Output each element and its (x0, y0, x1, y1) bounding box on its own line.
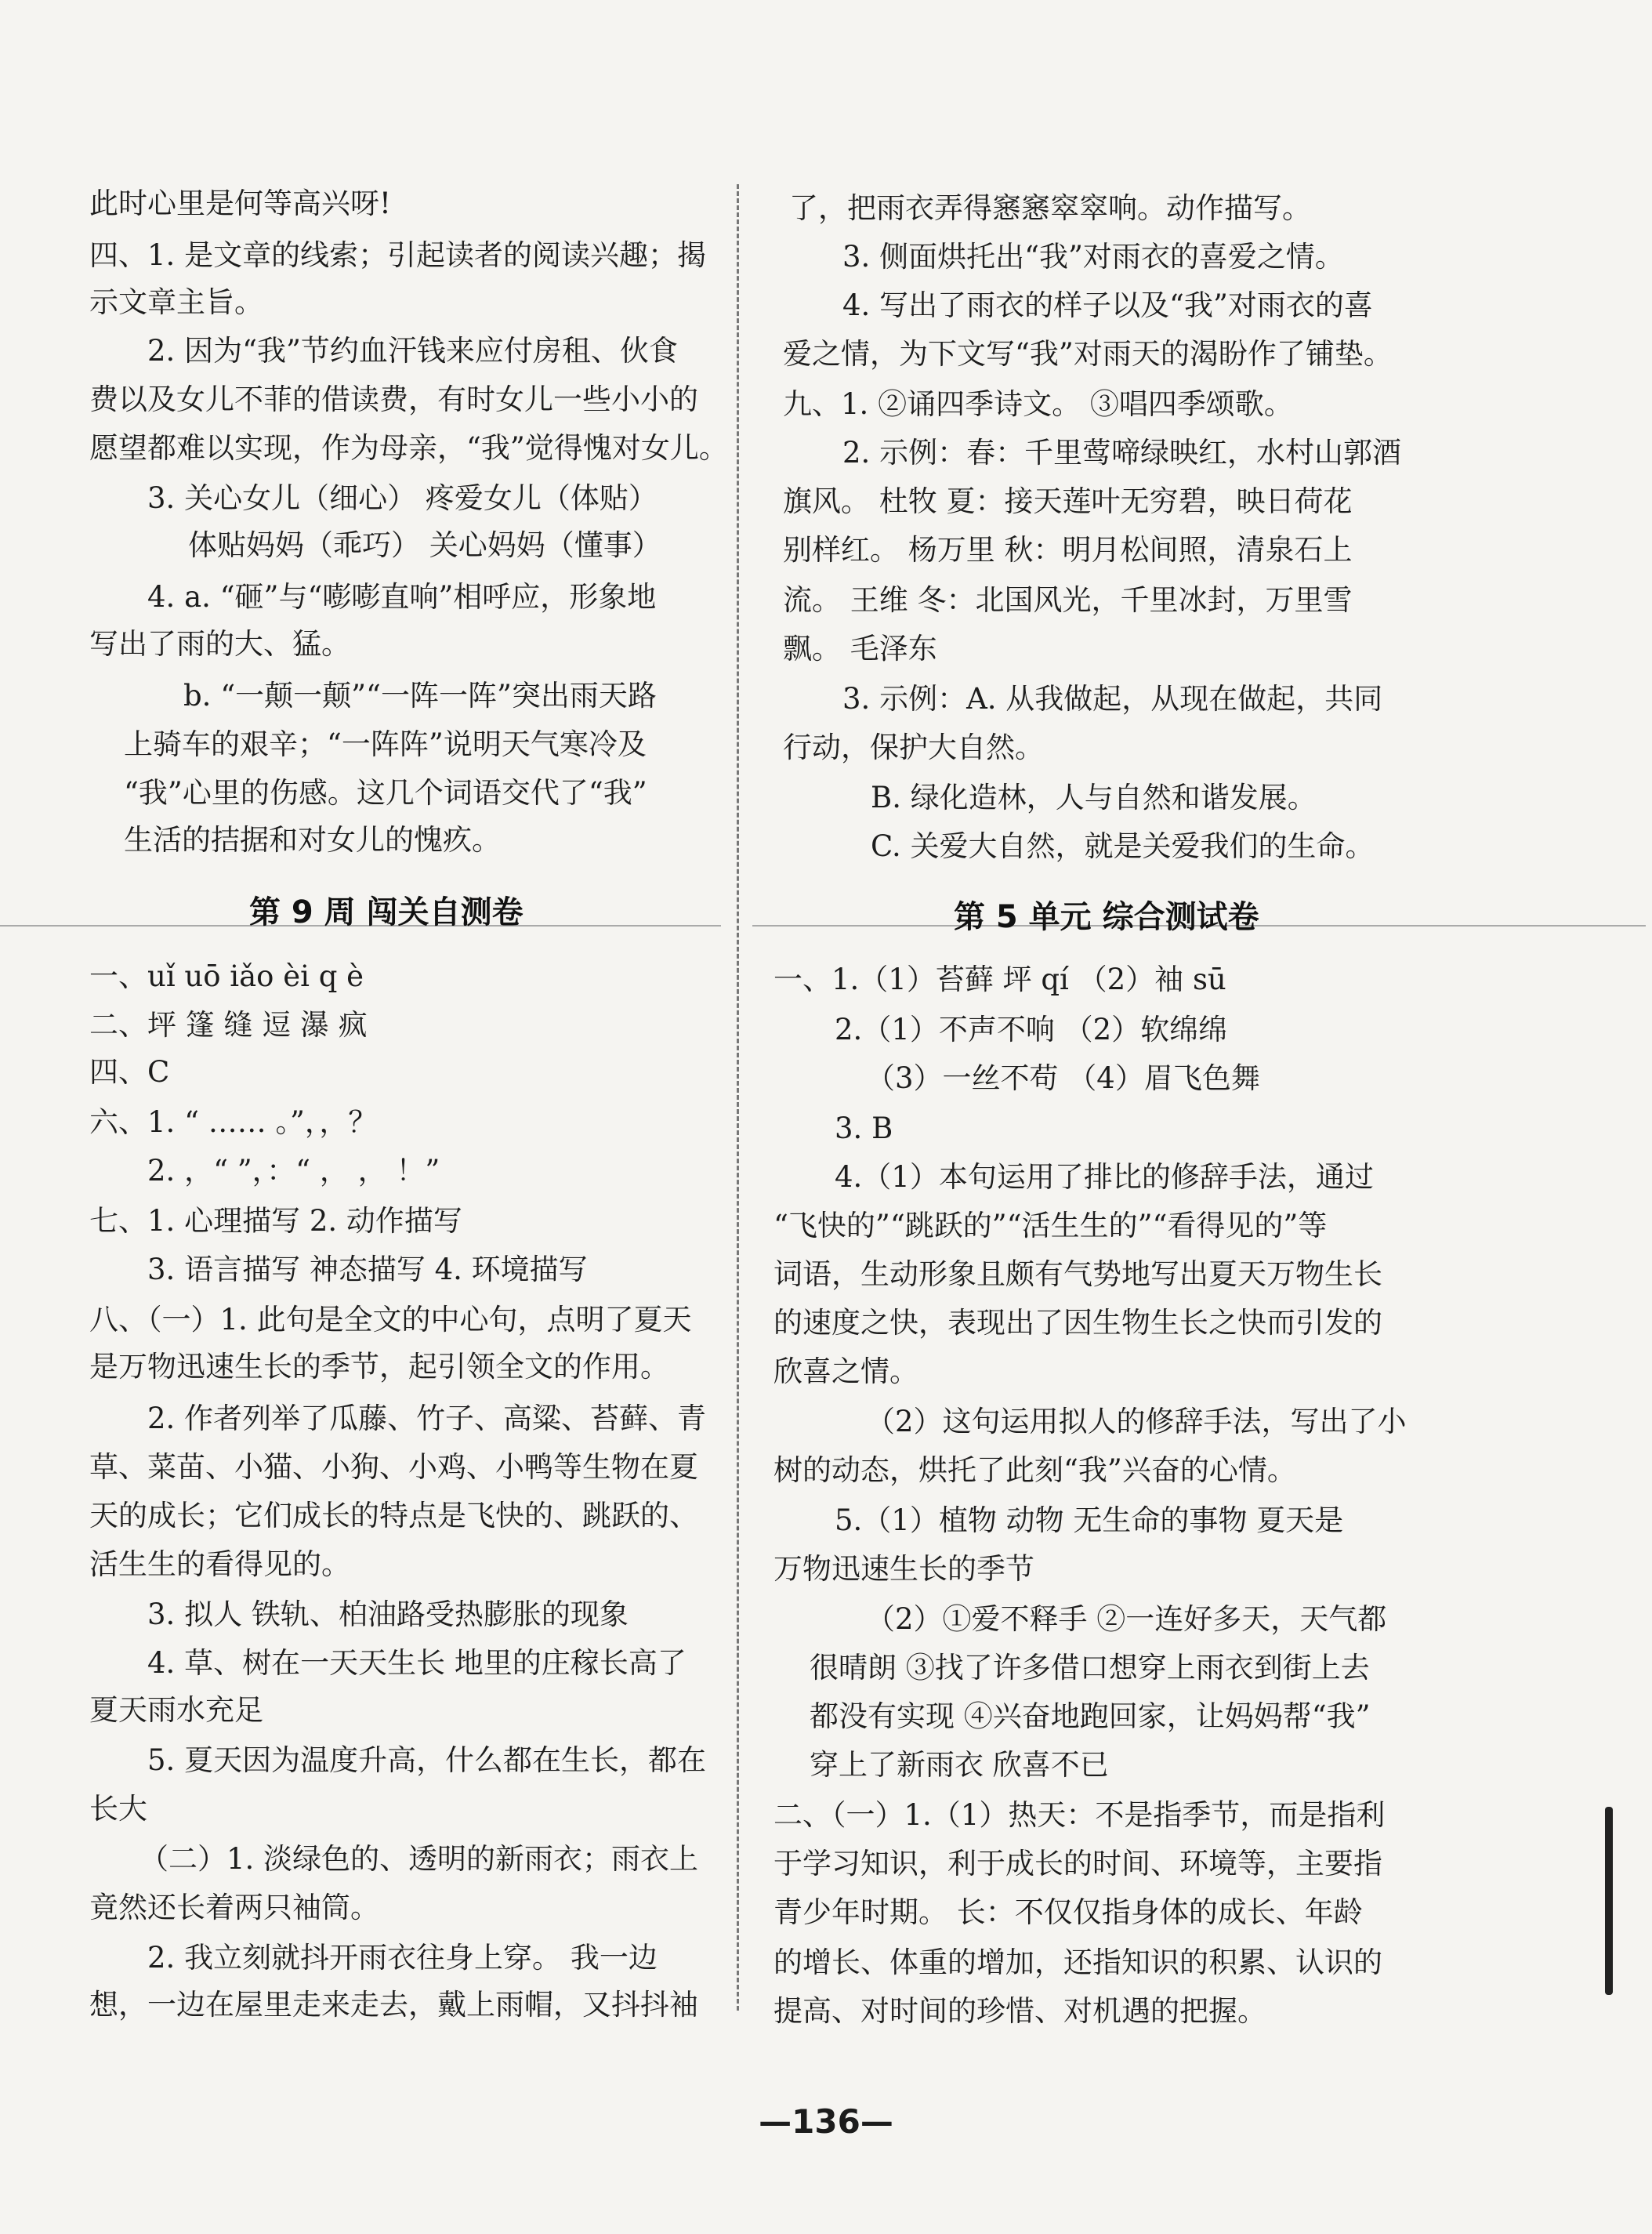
text-line: 六、1. “ …… 。”，，？ (89, 1105, 378, 1139)
section-title: 第 5 单元 综合测试卷 (954, 899, 1259, 935)
text-line: 一、1.（1）苔藓 坪 qí （2）袖 sū (773, 963, 1226, 996)
text-line: 了，把雨衣弄得窸窸窣窣响。动作描写。 (789, 191, 1311, 225)
text-line: 2. 因为“我”节约血汗钱来应付房租、伙食 (147, 334, 678, 368)
text-line: 2. 我立刻就抖开雨衣往身上穿。 我一边 (147, 1941, 658, 1975)
text-line: 一、uǐ uō iǎo èi q è (89, 959, 364, 993)
text-line: 3. 语言描写 神态描写 4. 环境描写 (147, 1253, 588, 1286)
page-number: —136— (759, 2102, 893, 2141)
text-line: 想，一边在屋里走来走去，戴上雨帽，又抖抖袖 (89, 1988, 698, 2022)
text-line: 此时心里是何等高兴呀! (89, 187, 391, 220)
text-line: （二）1. 淡绿色的、透明的新雨衣；雨衣上 (139, 1842, 699, 1876)
text-line: 2.（1）不声不响 （2）软绵绵 (835, 1013, 1228, 1046)
text-line: 5. 夏天因为温度升高，什么都在生长，都在 (147, 1743, 707, 1777)
text-line: 夏天雨水充足 (89, 1693, 263, 1727)
text-line: “我”心里的伤感。这几个词语交代了“我” (124, 776, 647, 810)
text-line: （2）①爱不释手 ②一连好多天，天气都 (866, 1602, 1387, 1636)
text-line: （2）这句运用拟人的修辞手法，写出了小 (866, 1405, 1407, 1438)
text-line: 3. 侧面烘托出“我”对雨衣的喜爱之情。 (842, 240, 1344, 274)
text-line: 长大 (89, 1792, 147, 1826)
text-line: b. “一颠一颠”“一阵一阵”突出雨天路 (183, 679, 657, 713)
text-line: 生活的拮据和对女儿的愧疚。 (124, 823, 501, 857)
text-line: 草、菜苗、小猫、小狗、小鸡、小鸭等生物在夏 (89, 1450, 698, 1484)
text-line: 七、1. 心理描写 2. 动作描写 (89, 1204, 462, 1238)
text-line: 穿上了新雨衣 欣喜不已 (810, 1748, 1109, 1782)
text-line: 活生生的看得见的。 (89, 1547, 350, 1581)
text-line: B. 绿化造林，人与自然和谐发展。 (871, 781, 1317, 814)
text-line: 费以及女儿不菲的借读费，有时女儿一些小小的 (89, 383, 698, 416)
text-line: （3）一丝不苟 （4）眉飞色舞 (866, 1061, 1260, 1095)
text-line: 二、坪 篷 缝 逗 瀑 疯 (89, 1008, 368, 1042)
text-line: 词语，生动形象且颇有气势地写出夏天万物生长 (773, 1257, 1382, 1291)
text-line: “飞快的”“跳跃的”“活生生的”“看得见的”等 (773, 1209, 1328, 1242)
text-line: 树的动态，烘托了此刻“我”兴奋的心情。 (773, 1453, 1296, 1487)
text-line: 爱之情，为下文写“我”对雨天的渴盼作了铺垫。 (783, 337, 1393, 371)
text-line: C. 关爱大自然，就是关爱我们的生命。 (871, 829, 1375, 863)
text-line: 2. 示例：春：千里莺啼绿映红，水村山郭酒 (842, 436, 1402, 470)
text-line: 四、1. 是文章的线索；引起读者的阅读兴趣；揭 (89, 238, 707, 272)
text-line: 流。 王维 冬：北国风光，千里冰封，万里雪 (783, 583, 1353, 617)
text-line: 5.（1）植物 动物 无生命的事物 夏天是 (835, 1503, 1344, 1537)
section-title: 第 9 周 闯关自测卷 (249, 894, 523, 930)
text-line: 4. a. “砸”与“嘭嘭直响”相呼应，形象地 (147, 580, 657, 614)
text-line: 都没有实现 ④兴奋地跑回家，让妈妈帮“我” (810, 1699, 1371, 1733)
text-line: 4.（1）本句运用了排比的修辞手法，通过 (835, 1160, 1374, 1194)
text-line: 3. 拟人 铁轨、柏油路受热膨胀的现象 (147, 1598, 629, 1631)
text-line: 上骑车的艰辛；“一阵阵”说明天气寒冷及 (124, 727, 647, 761)
text-line: 别样红。 杨万里 秋：明月松间照，清泉石上 (783, 533, 1353, 567)
text-line: 九、1. ②诵四季诗文。 ③唱四季颂歌。 (783, 387, 1293, 421)
text-line: 于学习知识，利于成长的时间、环境等，主要指 (773, 1847, 1382, 1880)
text-line: 旗风。 杜牧 夏：接天莲叶无穷碧，映日荷花 (783, 484, 1353, 518)
text-line: 3. B (835, 1112, 893, 1145)
column-divider (737, 184, 739, 2011)
text-line: 2. ，“ ”，：“ ， ， ！” (147, 1154, 440, 1188)
text-line: 提高、对时间的珍惜、对机遇的把握。 (773, 1994, 1266, 2028)
text-line: 二、（一）1.（1）热天：不是指季节，而是指利 (773, 1798, 1386, 1832)
text-line: 八、（一）1. 此句是全文的中心句，点明了夏天 (89, 1303, 692, 1336)
scan-edge-mark (1605, 1807, 1613, 1995)
text-line: 天的成长；它们成长的特点是飞快的、跳跃的、 (89, 1499, 698, 1532)
text-line: 的增长、体重的增加，还指知识的积累、认识的 (773, 1946, 1382, 1979)
text-line: 四、C (89, 1055, 170, 1089)
text-line: 写出了雨的大、猛。 (89, 627, 350, 661)
text-line: 竟然还长着两只袖筒。 (89, 1891, 379, 1924)
text-line: 是万物迅速生长的季节，起引领全文的作用。 (89, 1350, 669, 1384)
right-column (773, 0, 1407, 2234)
text-line: 青少年时期。 长：不仅仅指身体的成长、年龄 (773, 1895, 1363, 1929)
text-line: 示文章主旨。 (89, 285, 263, 319)
text-line: 3. 示例：A. 从我做起，从现在做起，共同 (842, 682, 1383, 716)
text-line: 3. 关心女儿（细心） 疼爱女儿（体贴） (147, 481, 658, 515)
text-line: 的速度之快，表现出了因生物生长之快而引发的 (773, 1306, 1382, 1340)
text-line: 万物迅速生长的季节 (773, 1552, 1034, 1586)
text-line: 愿望都难以实现，作为母亲，“我”觉得愧对女儿。 (89, 431, 728, 465)
text-line: 飘。 毛泽东 (783, 632, 937, 665)
text-line: 欣喜之情。 (773, 1355, 918, 1388)
left-column (85, 0, 728, 2234)
text-line: 体贴妈妈（乖巧） 关心妈妈（懂事） (188, 528, 661, 562)
text-line: 很晴朗 ③找了许多借口想穿上雨衣到街上去 (810, 1651, 1370, 1685)
text-line: 行动，保护大自然。 (783, 731, 1044, 764)
text-line: 2. 作者列举了瓜藤、竹子、高粱、苔藓、青 (147, 1402, 707, 1435)
text-line: 4. 写出了雨衣的样子以及“我”对雨衣的喜 (842, 288, 1373, 322)
text-line: 4. 草、树在一天天生长 地里的庄稼长高了 (147, 1646, 687, 1680)
